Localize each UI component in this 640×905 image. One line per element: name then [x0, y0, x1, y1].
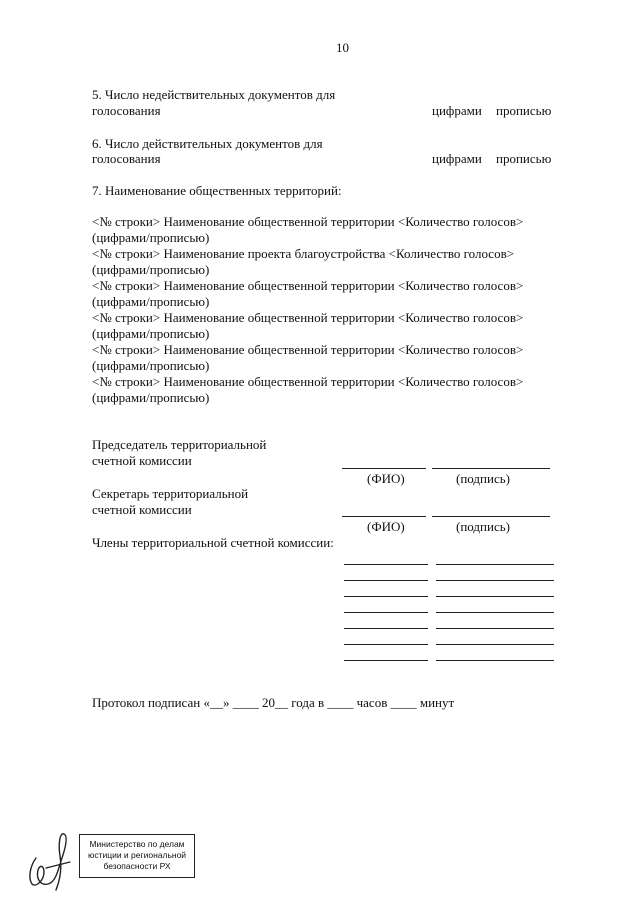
member-fio-line — [344, 644, 428, 645]
item6-words-label: прописью — [496, 151, 552, 166]
secretary-title-line2: счетной комиссии — [92, 502, 192, 517]
territory-row-line2: (цифрами/прописью) — [92, 262, 210, 277]
territory-row-line1: <№ строки> Наименование общественной территории <Количество голосов> — [92, 310, 524, 325]
item6-line1: 6. Число действительных документов для — [92, 136, 323, 151]
chairman-title-line2: счетной комиссии — [92, 453, 192, 468]
territory-row-line2: (цифрами/прописью) — [92, 294, 210, 309]
member-fio-line — [344, 596, 428, 597]
member-sign-line — [436, 644, 554, 645]
ministry-stamp — [79, 834, 195, 878]
item5-numbers-label: цифрами — [432, 103, 482, 118]
protocol-signed-line: Протокол подписан «__» ____ 20__ года в ____ часов ____ минут — [92, 695, 455, 710]
territory-row-line1: <№ строки> Наименование общественной территории <Количество голосов> — [92, 278, 524, 293]
chairman-fio-line — [342, 468, 426, 469]
member-sign-line — [436, 628, 554, 629]
item6-line2: голосования — [92, 151, 161, 166]
item5-line2: голосования — [92, 103, 161, 118]
item5-line1: 5. Число недействительных документов для — [92, 87, 336, 102]
member-sign-line — [436, 580, 554, 581]
item7-heading: 7. Наименование общественных территорий: — [92, 183, 342, 198]
territory-row-line1: <№ строки> Наименование общественной территории <Количество голосов> — [92, 214, 524, 229]
member-sign-line — [436, 596, 554, 597]
secretary-sign-line — [432, 516, 550, 517]
secretary-title-line1: Секретарь территориальной — [92, 486, 249, 501]
chairman-title-line1: Председатель территориальной — [92, 437, 267, 452]
chairman-sign-line — [432, 468, 550, 469]
secretary-fio-line — [342, 516, 426, 517]
members-heading: Члены территориальной счетной комиссии: — [92, 535, 334, 550]
territory-row-line2: (цифрами/прописью) — [92, 230, 210, 245]
secretary-sign-label: (подпись) — [456, 519, 510, 534]
member-fio-line — [344, 580, 428, 581]
territory-row-line1: <№ строки> Наименование общественной территории <Количество голосов> — [92, 342, 524, 357]
chairman-sign-label: (подпись) — [456, 471, 510, 486]
secretary-fio-label: (ФИО) — [367, 519, 405, 534]
item5-words-label: прописью — [496, 103, 552, 118]
member-fio-line — [344, 660, 428, 661]
member-fio-line — [344, 564, 428, 565]
member-sign-line — [436, 564, 554, 565]
handwritten-signature — [22, 822, 82, 894]
territory-row-line1: <№ строки> Наименование проекта благоустройства <Количество голосов> — [92, 246, 515, 261]
territory-row-line2: (цифрами/прописью) — [92, 326, 210, 341]
territory-row-line1: <№ строки> Наименование общественной территории <Количество голосов> — [92, 374, 524, 389]
stamp-line1: Министерство по делам — [89, 839, 185, 849]
territory-row-line2: (цифрами/прописью) — [92, 390, 210, 405]
member-fio-line — [344, 628, 428, 629]
page-number: 10 — [336, 40, 349, 55]
member-sign-line — [436, 660, 554, 661]
item6-numbers-label: цифрами — [432, 151, 482, 166]
territory-row-line2: (цифрами/прописью) — [92, 358, 210, 373]
stamp-line3: безопасности РХ — [103, 861, 171, 871]
chairman-fio-label: (ФИО) — [367, 471, 405, 486]
member-fio-line — [344, 612, 428, 613]
member-sign-line — [436, 612, 554, 613]
stamp-line2: юстиции и региональной — [87, 850, 187, 860]
